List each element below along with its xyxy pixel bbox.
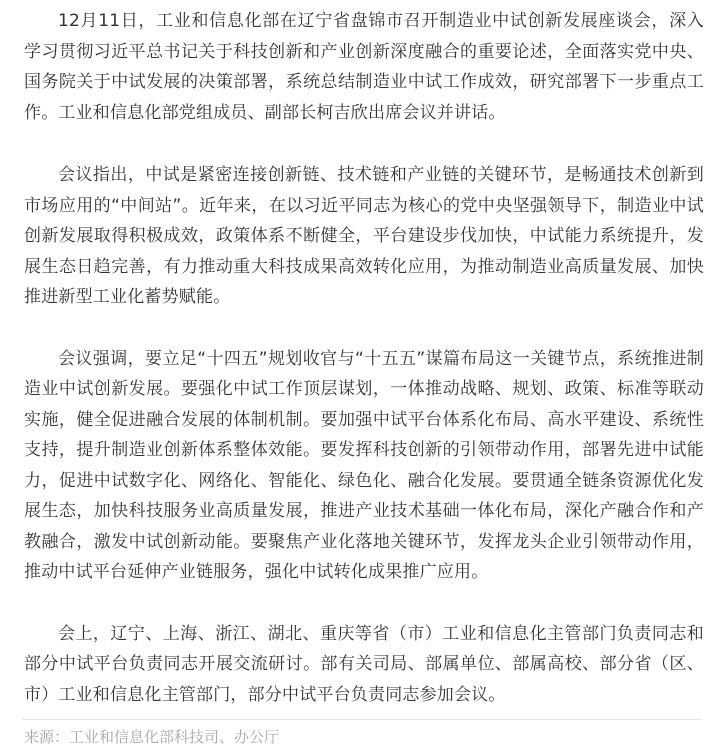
source-line: 来源：工业和信息化部科技司、办公厅 [24, 728, 280, 746]
paragraph-3: 会议强调，要立足“十四五”规划收官与“十五五”谋篇布局这一关键节点，系统推进制造业中试创新发展。要强化中试工作顶层谋划，一体推动战略、规划、政策、标准等联动实施，健全促进融合发展的体制机制。要加强中试平台体系化布局、高水平建设、系统性支持，提升制造业创新体系整体效能。要发挥科技创新的引领带动作用，部署先进中试能力，促进中试数字化、网络化、智能化、绿色化、融合化发展。要贯通全链条资源优化发展生态，加快科技服务业高质量发展，推进产业技术基础一体化布局，深化产融合作和产教融合，激发中试创新动能。要聚焦产业化落地关键环节，发挥龙头企业引领带动作用，推动中试平台延伸产业链服务，强化中试转化成果推广应用。 [24, 348, 704, 582]
paragraph-1: 12月11日，工业和信息化部在辽宁省盘锦市召开制造业中试创新发展座谈会，深入学习贯彻习近平总书记关于科技创新和产业创新深度融合的重要论述，全面落实党中央、国务院关于中试发展的决策部署，系统总结制造业中试工作成效，研究部署下一步重点工作。工业和信息化部党组成员、副部长柯吉欣出席会议并讲话。 [24, 11, 704, 123]
paragraph-2: 会议指出，中试是紧密连接创新链、技术链和产业链的关键环节，是畅通技术创新到市场应用的“中间站”。近年来，在以习近平同志为核心的党中央坚强领导下，制造业中试创新发展取得积极成效，政策体系不断健全，平台建设步伐加快，中试能力系统提升，发展生态日趋完善，有力推动重大科技成果高效转化应用，为推动制造业高质量发展、加快推进新型工业化蓄势赋能。 [24, 165, 704, 307]
article-body [24, 6, 704, 710]
source-divider [22, 719, 702, 720]
paragraph-4: 会上，辽宁、上海、浙江、湖北、重庆等省（市）工业和信息化主管部门负责同志和部分中试平台负责同志开展交流研讨。部有关司局、部属单位、部属高校、部分省（区、市）工业和信息化主管部门，部分中试平台负责同志参加会议。 [24, 623, 704, 705]
